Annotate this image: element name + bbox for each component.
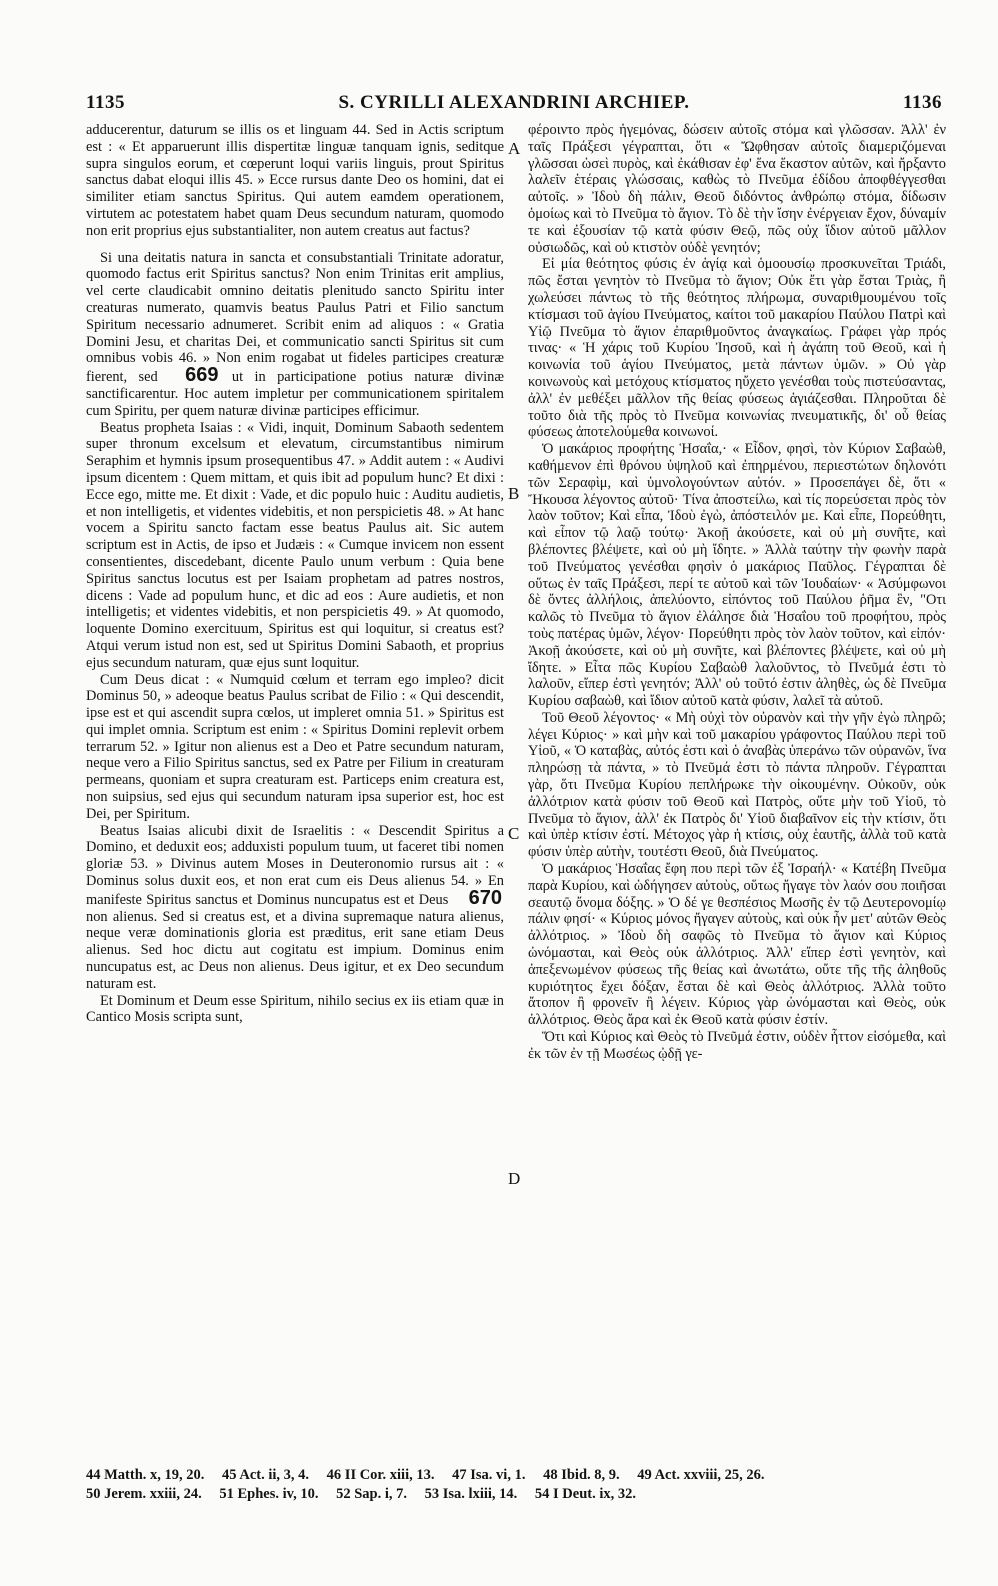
section-marker-b: B	[508, 484, 520, 503]
running-header	[86, 92, 942, 120]
footnote: 49 Act. xxviii, 25, 26.	[637, 1467, 765, 1483]
section-marker-d: D	[508, 1169, 521, 1188]
footnote: 53 Isa. lxiii, 14.	[424, 1486, 518, 1502]
footnote: 46 II Cor. xiii, 13.	[326, 1467, 435, 1483]
greek-column	[528, 122, 946, 1452]
greek-paragraph: Εἰ μία θεότητος φύσις ἐν ἁγίᾳ καὶ ὁμοουσίῳ προσκυνεῖται Τριάδι, πῶς ἔσται γενητὸν τὸ Πνεῦμα τὸ ἅγιον; Οὐκ ἔτι γὰρ ἔσται Τριὰς, ἢ χωλεύσει πάντως τὸ τῆς θεότητος πλήρωμα, συναριθμουμένου τοῖς κτίσμασι τοῦ ἁγίου Πνεύματος, καίτοι τοῦ μακαρίου Παύλου Πατρὶ καὶ Υἱῷ Πνεῦμα τὸ ἅγιον ἐπαριθμοῦντος ἀναγκαίως. Γράφει γὰρ πρός τινας· « Ἡ χάρις τοῦ Κυρίου Ἰησοῦ, καὶ ἡ ἀγάπη τοῦ Θεοῦ, καὶ ἡ κοινωνία τοῦ ἁγίου Πνεύματος, μετὰ πάντων ὑμῶν. » Οὐ γὰρ κοινωνοὺς καὶ μετόχους κτίσματος ηὔχετο γενέσθαι τοὺς πιστεύσαντας, ἀλλ' ἐν μεθέξει μᾶλλον τῆς θείας φύσεως ἁγιάζεσθαι. Πληροῦται δὲ τοῦτο διὰ τῆς πρὸς τὸ Πνεῦμα κοινωνίας πνευματικῆς, δι' οὗ θείας φύσεως ἀποτελούμεθα κοινωνοί.	[528, 256, 946, 441]
greek-paragraph: Ὅτι καὶ Κύριος καὶ Θεὸς τὸ Πνεῦμά ἐστιν, οὐδὲν ἧττον εἰσόμεθα, καὶ ἐκ τῶν ἐν τῇ Μωσέως ᾠδῇ γε-	[528, 1029, 946, 1062]
footnote: 50 Jerem. xxiii, 24.	[86, 1486, 202, 1502]
latin-paragraph: Cum Deus dicat : « Numquid cœlum et terram ego impleo? dicit Dominus 50, » adeoque beatus Paulus scribat de Filio : « Qui descendit, ipse est et qui ascendit supra cœlos, ut impleret omnia 51. » Spiritus est qui implet omnia. Scriptum est enim : « Spiritus Domini replevit orbem terrarum 52. » Igitur non alienus est a Deo et Patre secundum naturam, neque vero a Filio Spiritus sanctus, sed ex Patre per Filium in creaturam permeans, quoniam et supra creaturam est. Particeps enim creatura est, non suipsius, sed ejus qui secundum naturam ipsa superior est, hoc est Dei, per Spiritum.	[86, 671, 504, 822]
greek-paragraph: Ὁ μακάριος Ἡσαΐας ἔφη που περὶ τῶν ἐξ Ἰσραήλ· « Κατέβη Πνεῦμα παρὰ Κυρίου, καὶ ὡδήγησεν αὐτοὺς, οὕτως ἤγαγε τὸν λαόν σου ποιῆσαι σεαυτῷ ὄνομα δόξης. » Ὁ δέ γε θεσπέσιος Μωσῆς ἐν τῷ Δευτερονομίῳ πάλιν φησί· « Κύριος μόνος ἤγαγεν αὐτοὺς, καὶ οὐκ ἦν μετ' αὐτῶν Θεὸς ἀλλότριος. » Ἰδοὺ δὴ σαφῶς τὸ Πνεῦμα τὸ ἅγιον καὶ Κύριος ὠνόμασται, καὶ Θεὸς οὐκ ἀλλότριος. Ἀλλ' εἴπερ ἐστὶ γενητὸν, καὶ ἀπεξενωμένον φύσεως τῆς θείας καὶ ἀνωτάτω, οὔτε τῆς τῆς ἀληθοῦς κυριότητος ἔχει δόξαν, ἔσται δὲ καὶ Θεὸς ἀλλότριος. Ἀλλὰ τοῦτο ἄτοπον ἢ φρονεῖν ἢ λέγειν. Κύριος γὰρ ὠνόμασται καὶ Θεὸς, οὐκ ἀλλότριος. Θεὸς ἄρα καὶ ἐκ Θεοῦ κατὰ φύσιν ἐστίν.	[528, 861, 946, 1029]
greek-paragraph: φέροιντο πρὸς ἡγεμόνας, δώσειν αὐτοῖς στόμα καὶ γλῶσσαν. Ἀλλ' ἐν ταῖς Πράξεσι γέγραπται, ὅτι « Ὤφθησαν αὐτοῖς διαμεριζόμεναι γλῶσσαι ὡσεὶ πυρὸς, καὶ ἐκάθισαν ἐφ' ἕνα ἕκαστον αὐτῶν, καὶ ἤρξαντο λαλεῖν ἑτέραις γλώσσαις, καθὼς τὸ Πνεῦμα ἐδίδου ἀποφθέγγεσθαι αὐτοῖς. » Ἰδοὺ δὴ πάλιν, Θεοῦ διδόντος ἀνθρώπῳ στόμα, δίδωσιν ὁμοίως καὶ τὸ Πνεῦμα τὸ ἅγιον. Τὸ δὲ τὴν ἴσην ἐνέργειαν ἔχον, δύναμίν τε καὶ ἐξουσίαν τῷ κατὰ φύσιν Θεῷ, πῶς οὐχ ἴδιον αὐτοῦ μᾶλλον οὐσιωδῶς, καὶ οὐ κτιστὸν οὐδὲ γενητόν;	[528, 122, 946, 256]
latin-text: Si una deitatis natura in sancta et consubstantiali Trinitate adoratur, quomodo factus erit Spiritus sanctus? Non enim Trinitas erit amplius, vel certe claudicabit omnino deitatis plenitudo sancto Spiritu inter creaturas numerato, quamvis beatus Paulus Patri et Filio sanctum Spiritum necessario adnumeret. Scribit enim ad aliquos : « Gratia Domini Jesu, et charitas Dei, et communicatio sancti Spiritus sit cum omnibus vobis 46. » Non enim rogabat ut fideles participes creaturæ fierent, sed	[86, 249, 504, 386]
footnote: 51 Ephes. iv, 10.	[219, 1486, 319, 1502]
footnote: 54 I Deut. ix, 32.	[534, 1486, 637, 1502]
latin-paragraph: adducerentur, daturum se illis os et linguam 44. Sed in Actis scriptum est : « Et apparuerunt illis dispertitæ linguæ tanquam ignis, seditque supra singulos eorum, et cœperunt loqui variis linguis, prout Spiritus sanctus dabat eloqui illis 45. » Ecce rursus dante Deo os homini, dat ei similiter etiam sanctus Spiritus. Qui autem eamdem operationem, virtutem ac potestatem habet quam Deus secundum naturam, quomodo non erit proprius ejus substantialiter, non autem creatus aut factus?	[86, 122, 504, 239]
page-number-left: 1135	[86, 92, 125, 113]
greek-paragraph: Τοῦ Θεοῦ λέγοντος· « Μὴ οὐχὶ τὸν οὐρανὸν καὶ τὴν γῆν ἐγὼ πληρῶ; λέγει Κύριος· » καὶ μὴν καὶ τοῦ μακαρίου γράφοντος Παύλου περὶ τοῦ Υἱοῦ, « Ὁ καταβὰς, αὐτός ἐστι καὶ ὁ ἀναβὰς ὑπεράνω τῶν οὐρανῶν, ἵνα πληρώσῃ τὰ πάντα, » τὸ Πνεῦμά ἐστι τὸ πάντα πληροῦν. Γέγραπται γὰρ, ὅτι Πνεῦμα Κυρίου πεπλήρωκε τὴν οἰκουμένην. Οὐκοῦν, οὐκ ἀλλότριον κατὰ φύσιν τοῦ Θεοῦ καὶ Πατρὸς, οὔτε μὴν τοῦ Υἱοῦ, τὸ Πνεῦμα τὸ ἅγιον, ἀλλ' ἐκ Πατρὸς δι' Υἱοῦ διαβαῖνον εἰς τὴν κτίσιν, ὅτι καὶ ὑπὲρ κτίσιν ἐστί. Μέτοχος γὰρ ἡ κτίσις, οὐχ ἑαυτῆς, ἀλλὰ τοῦ κατὰ φύσιν ὑπὲρ αὐτὴν, τουτέστι Θεοῦ, διὰ Πνεύματος.	[528, 709, 946, 861]
latin-paragraph: Beatus propheta Isaias : « Vidi, inquit, Dominum Sabaoth sedentem super thronum excelsum et elevatum, circumstantibus nimirum Seraphim et hymnis ipsum prosequentibus 47. » Addit autem : « Audivi ipsum dicentem : Quem mittam, et quis ibit ad populum hunc? Et dixi : Ecce ego, mitte me. Et dixit : Vade, et dic populo huic : Auditu audietis, et non intelligetis, et videntes videbitis, et non perspicietis 48. » At hanc vocem a Spiritu sancto factam esse beatus Paulus ait. Sic autem scriptum est in Actis, de ipso et Judæis : « Cumque invicem non essent consentientes, discedebant, dicente Paulo unum verbum : Quia bene Spiritus sanctus locutus est per Isaiam prophetam ad patres nostros, dicens : Vade ad populum hunc, et dic ad eos : Aure audietis, et non intelligetis; et videntes videbitis, et non perspicietis 49. » At quomodo, loquente Domino exercituum, Spiritus est qui loquitur, si creatus est? Atqui verum istud non est, sed ut Spiritus Domini Sabaoth, et proprius ejus secundum naturam, quæ ejus sunt loquitur.	[86, 419, 504, 671]
footnote: 47 Isa. vi, 1.	[452, 1467, 526, 1483]
footnotes	[86, 1466, 942, 1504]
footnote: 52 Sap. i, 7.	[336, 1486, 407, 1502]
greek-paragraph: Ὁ μακάριος προφήτης Ἡσαΐα,· « Εἶδον, φησὶ, τὸν Κύριον Σαβαὼθ, καθήμενον ἐπὶ θρόνου ὑψηλοῦ καὶ ἐπηρμένου, περιεστώτων δηλονότι τῶν Σεραφὶμ, καὶ ὑμνολογούντων αὐτόν. » Προσεπάγει δὲ, ὅτι « Ἤκουσα λέγοντος αὐτοῦ· Τίνα ἀποστείλω, καὶ τίς πορεύσεται πρὸς τὸν λαὸν τοῦτον; Καὶ εἶπα, Ἰδοὺ ἐγὼ, ἀπόστειλόν με. Καὶ εἶπε, Πορεύθητι, καὶ εἶπον τῷ λαῷ τούτῳ· Ἀκοῇ ἀκούσετε, καὶ οὐ μὴ συνῆτε, καὶ βλέποντες βλέψετε, καὶ οὐ μὴ ἴδητε. » Ἀλλὰ ταύτην τὴν φωνὴν παρὰ τοῦ Πνεύματος γενέσθαι φησὶν ὁ μακάριος Παῦλος. Γέγραπται δὲ οὕτως ἐν ταῖς Πράξεσι, περί τε αὐτοῦ καὶ τῶν Ἰουδαίων· « Ἀσύμφωνοι δὲ ὄντες ἀλλήλοις, ἀπελύοντο, εἰπόντος τοῦ Παύλου ῥῆμα ἓν, "Οτι καλῶς τὸ Πνεῦμα τὸ ἅγιον ἐλάλησε διὰ Ἡσαΐου τοῦ προφήτου, πρὸς τοὺς πατέρας ὑμῶν, λέγον· Πορεύθητι πρὸς τὸν λαὸν τοῦτον, καὶ εἰπόν· Ἀκοῇ ἀκούσετε, καὶ οὐ μὴ συνῆτε, καὶ βλέποντες βλέψετε, καὶ οὐ μὴ ἴδητε. » Εἶτα πῶς Κυρίου Σαβαὼθ λαλοῦντος, τὸ Πνεῦμά ἐστι τὸ λαλοῦν, εἴπερ ἐστὶ γενητόν; Ἀλλ' οὐ τοῦτό ἐστιν ἀληθὲς, ὡς δὲ Πνεῦμα Κυρίου σαβαὼθ, καὶ ἴδιον αὐτοῦ κατὰ φύσιν, λαλεῖ τὰ αὐτοῦ.	[528, 441, 946, 710]
latin-text: Beatus Isaias alicubi dixit de Israelitis : « Descendit Spiritus a Domino, et deduxit eos; adduxisti populum tuum, ut faceret tibi nomen gloriæ 53. » Divinus autem Moses in Deuteronomio rursus ait : « Dominus solus duxit eos, et non erat cum eis Deus alienus 54. » En manifeste Spiritus sanctus et Dominus nuncupatus est et Deus	[86, 822, 504, 908]
latin-column	[86, 122, 504, 1452]
running-title: S. CYRILLI ALEXANDRINI ARCHIEP.	[338, 92, 690, 113]
footnote: 48 Ibid. 8, 9.	[543, 1467, 620, 1483]
page-number-right: 1136	[903, 92, 942, 113]
latin-text: non alienus. Sed si creatus est, et a divina supremaque natura alienus, neque veræ dominationis gloria est præditus, erit sane etiam Deus alienus. Sed hoc dictu aut cogitatu est impium. Dominus enim nuncupatus est, ac Deus non alienus. Deus igitur, et ex Deo secundum naturam est.	[86, 908, 504, 992]
section-marker-c: C	[508, 824, 520, 843]
footnote: 44 Matth. x, 19, 20.	[86, 1467, 205, 1483]
footnote: 45 Act. ii, 3, 4.	[222, 1467, 310, 1483]
latin-text: ut in participatione potius naturæ divinæ sanctificarentur. Hoc autem impletur per communicationem spiritalem cum Spiritu, per quem naturæ divinæ participes efficimur.	[86, 369, 504, 419]
latin-paragraph	[86, 250, 504, 420]
column-number-670: 670	[468, 886, 502, 909]
latin-paragraph: Et Dominum et Deum esse Spiritum, nihilo secius ex iis etiam quæ in Cantico Mosis scripta sunt,	[86, 992, 504, 1026]
latin-paragraph	[86, 823, 504, 993]
column-number-669: 669	[185, 364, 219, 387]
section-marker-a: A	[508, 139, 521, 158]
